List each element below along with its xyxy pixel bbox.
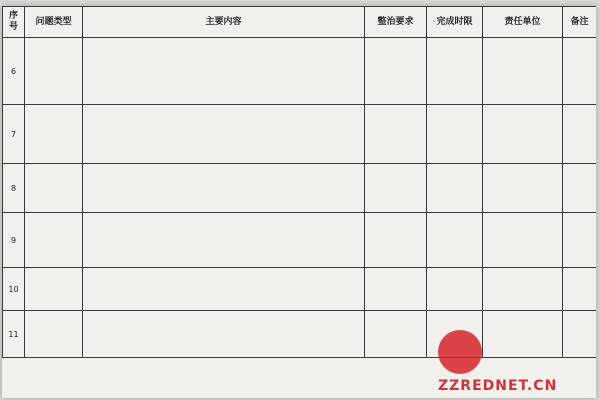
watermark-logo-icon — [438, 330, 482, 374]
row-unit — [483, 38, 563, 105]
row-no: 9 — [3, 213, 25, 268]
row-content — [83, 164, 365, 213]
site-watermark — [438, 324, 588, 394]
row-type — [25, 268, 83, 311]
row-unit — [483, 105, 563, 164]
row-unit — [483, 268, 563, 311]
row-type — [25, 38, 83, 105]
row-no: 11 — [3, 311, 25, 358]
row-remark — [563, 213, 597, 268]
header-unit: 责任单位 — [483, 7, 563, 38]
row-requirement — [365, 38, 427, 105]
row-requirement — [365, 268, 427, 311]
row-deadline — [427, 164, 483, 213]
header-type: 问题类型 — [25, 7, 83, 38]
row-requirement — [365, 164, 427, 213]
row-requirement — [365, 311, 427, 358]
row-content — [83, 105, 365, 164]
header-remark: 备注 — [563, 7, 597, 38]
row-type — [25, 213, 83, 268]
row-unit — [483, 164, 563, 213]
table-row — [3, 268, 597, 311]
row-requirement — [365, 213, 427, 268]
row-no: 10 — [3, 268, 25, 311]
table-row — [3, 105, 597, 164]
row-remark — [563, 38, 597, 105]
header-deadline: 完成时限 — [427, 7, 483, 38]
row-unit — [483, 213, 563, 268]
table-row — [3, 164, 597, 213]
table-header-row — [3, 7, 597, 38]
row-deadline — [427, 105, 483, 164]
header-requirement: 整治要求 — [365, 7, 427, 38]
row-deadline — [427, 213, 483, 268]
row-content — [83, 38, 365, 105]
row-deadline — [427, 268, 483, 311]
row-requirement — [365, 105, 427, 164]
row-remark — [563, 105, 597, 164]
row-type — [25, 105, 83, 164]
row-content — [83, 268, 365, 311]
row-no: 8 — [3, 164, 25, 213]
table-row — [3, 213, 597, 268]
row-remark — [563, 268, 597, 311]
row-no: 7 — [3, 105, 25, 164]
row-type — [25, 164, 83, 213]
document-sheet — [2, 6, 596, 398]
row-content — [83, 213, 365, 268]
header-content: 主要内容 — [83, 7, 365, 38]
table-row — [3, 38, 597, 105]
watermark-url: ZZREDNET.CN — [438, 378, 558, 394]
row-deadline — [427, 38, 483, 105]
row-no: 6 — [3, 38, 25, 105]
row-remark — [563, 164, 597, 213]
header-no: 序号 — [3, 7, 25, 38]
row-content — [83, 311, 365, 358]
rectification-table — [2, 6, 596, 358]
row-type — [25, 311, 83, 358]
